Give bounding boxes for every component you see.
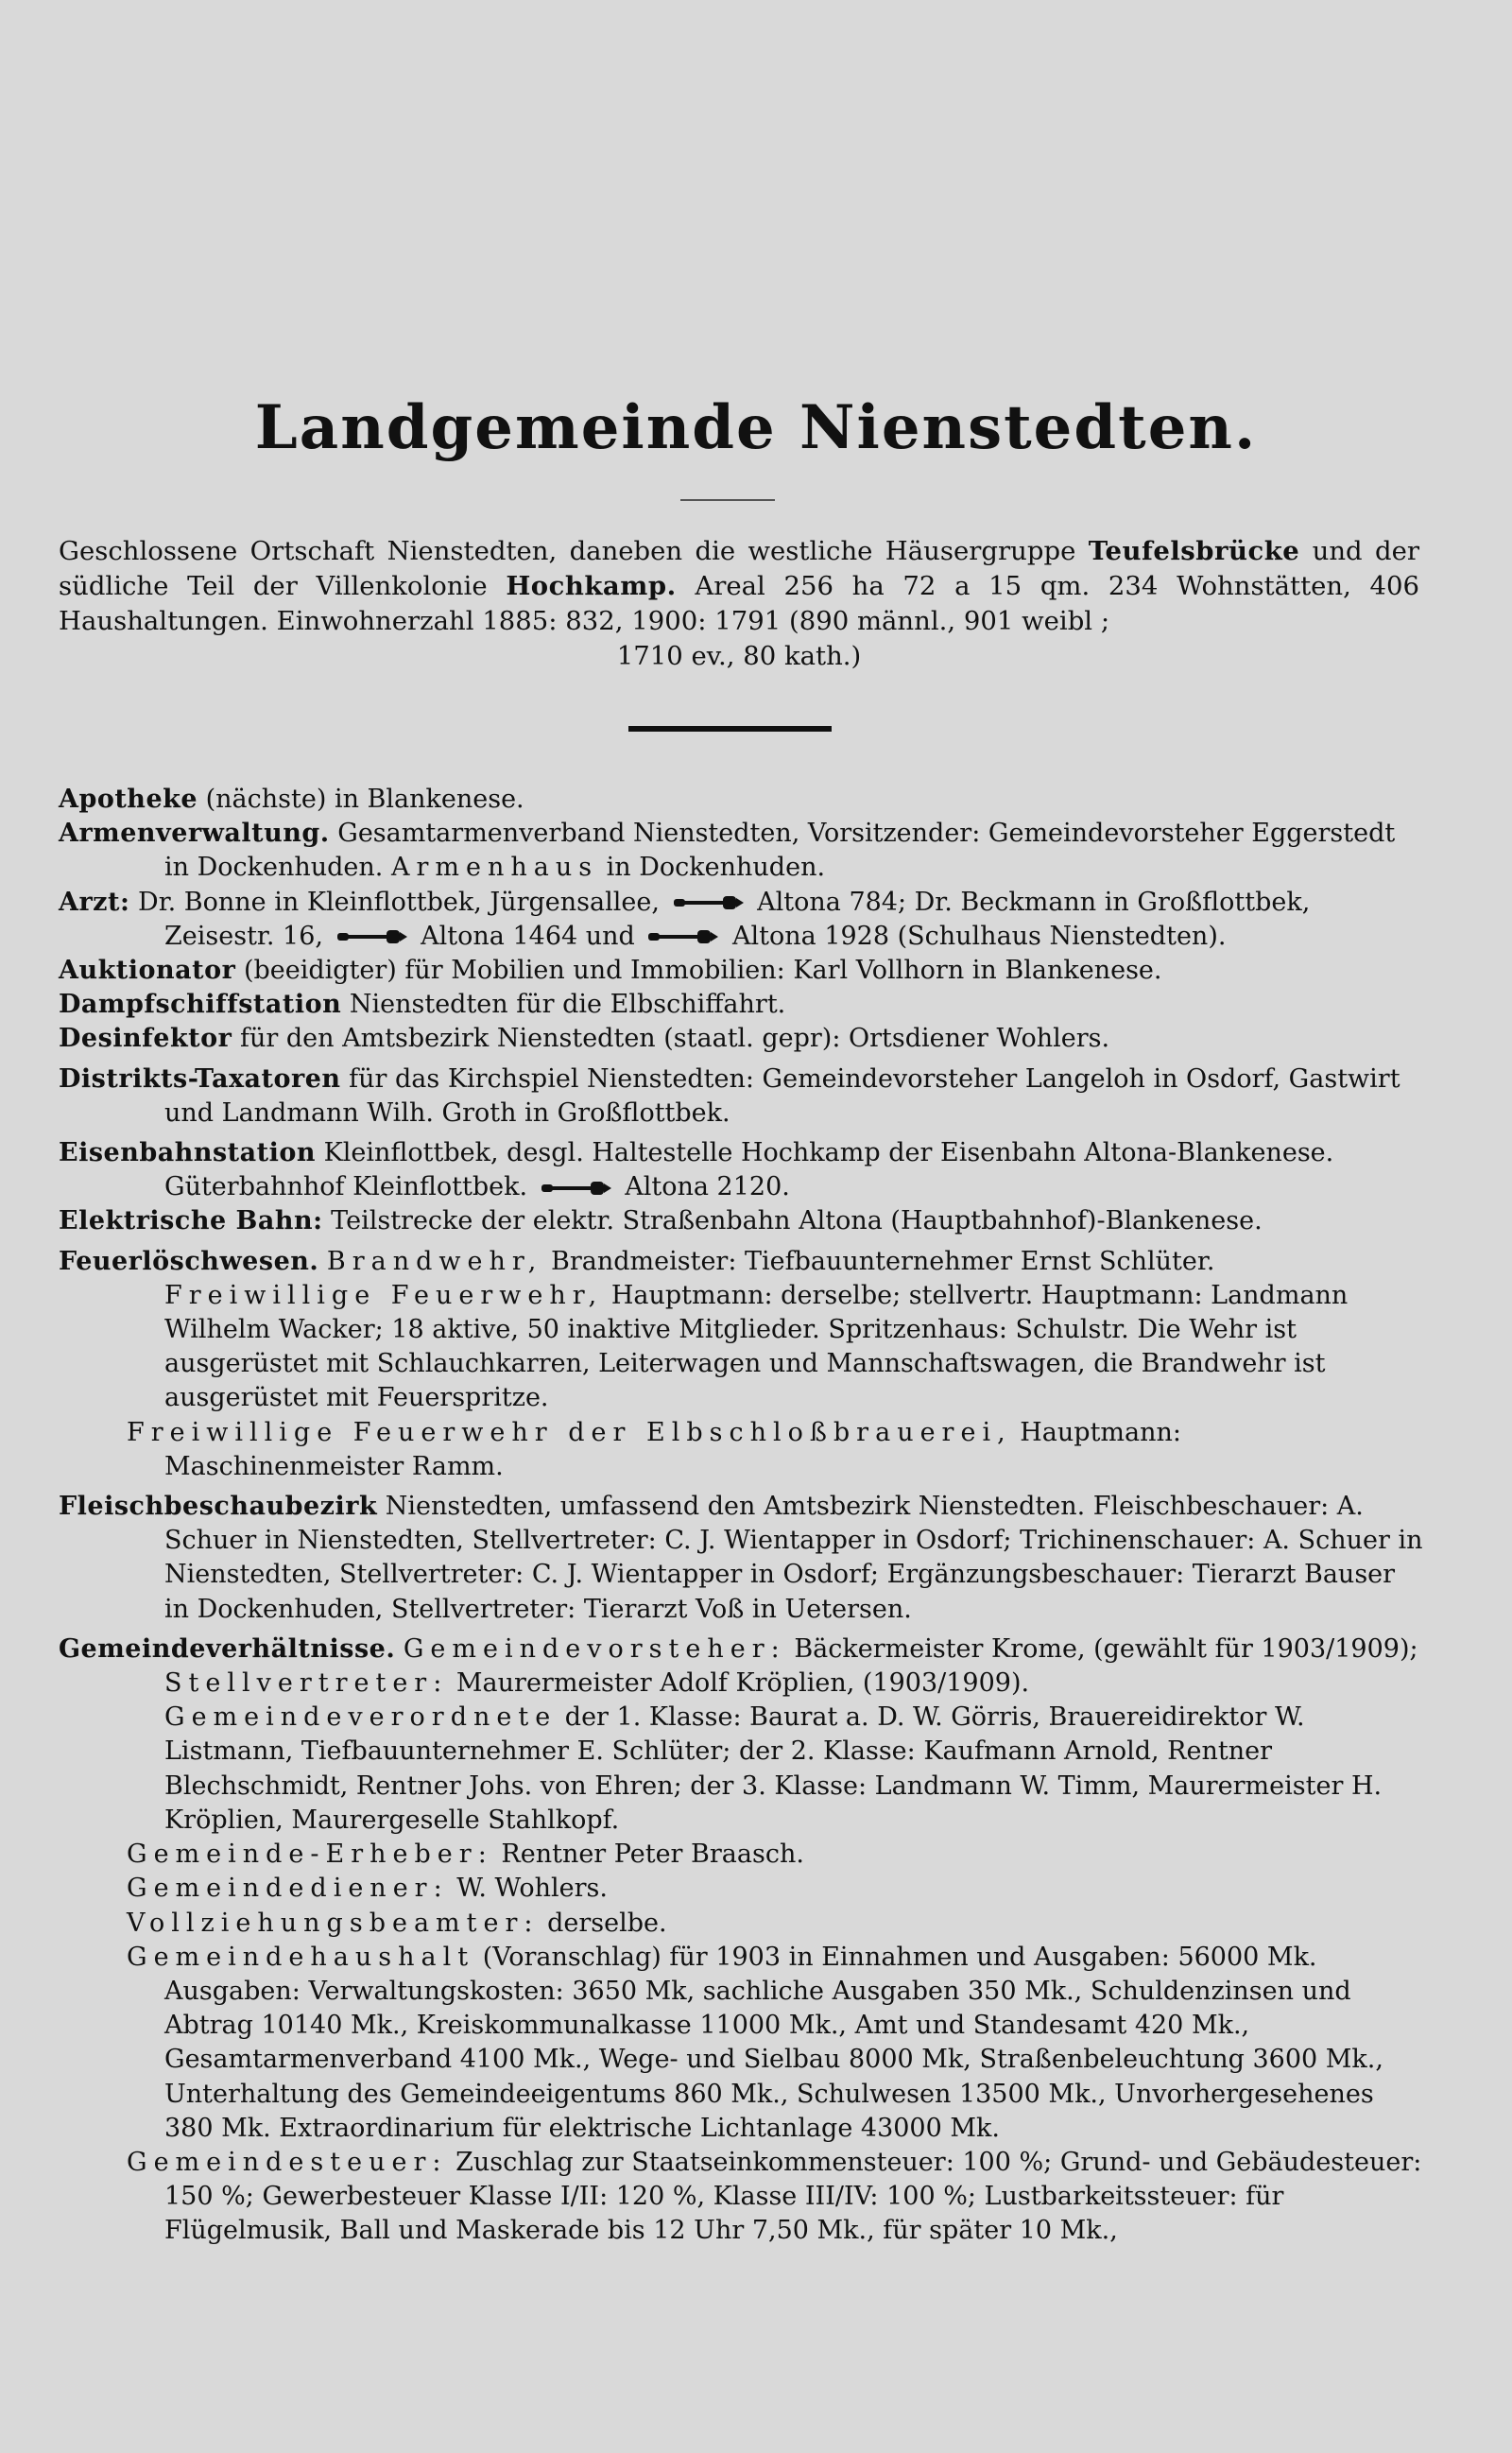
entry-text: Altona 2120. — [625, 1172, 790, 1202]
intro-text-3: Areal 256 ha 72 a 15 qm. 234 Wohnstätten, 406 Haushaltungen. Einwohnerzahl 1885: 832, 1900: 1791 (890 männl., 901 weibl ; — [59, 571, 1420, 636]
entry-gemeinde-erheber — [59, 1838, 1427, 1872]
intro-text-1: Geschlossene Ortschaft Nienstedten, daneben die westliche Häusergruppe — [59, 536, 1076, 566]
entry-text: (beeidigter) für Mobilien und Immobilien: Karl Vollhorn in Blankenese. — [243, 956, 1162, 986]
entry-auktionator — [59, 954, 1427, 988]
entry-text: Rentner Peter Braasch. — [501, 1840, 804, 1870]
entry-text: Dr. Bonne in Kleinflottbek, Jürgensallee, — [138, 887, 660, 917]
page-title: Landgemeinde Nienstedten. — [254, 392, 1258, 463]
entry-text: Kleinflottbek, desgl. Haltestelle Hochkamp der Eisenbahn Altona-Blankenese. Güterbahnhof Kleinflottbek. — [164, 1138, 1334, 1202]
entry-gemeindehaushalt — [59, 1941, 1427, 2146]
entry-spaced-text: Freiwillige Feuerwehr der Elbschloßbrauerei, — [127, 1417, 1012, 1447]
entry-spaced-text: Gemeindehaushalt — [127, 1942, 475, 1972]
telephone-icon — [674, 894, 744, 911]
entry-dampfschiffstation — [59, 988, 1427, 1022]
entry-text: Nienstedten, umfassend den Amtsbezirk Nienstedten. Fleischbeschauer: A. Schuer in Nienstedten, Stellvertreter: C. J. Wientapper in Osdorf; Trichinenschauer: A. Schuer in Nienstedten, Stellvertreter: C. J. Wientapper in Osdorf; Ergänzungsbeschauer: Tierarzt Bauser in Dockenhuden, Stellvertreter: Tierarzt Voß in Uetersen. — [164, 1492, 1423, 1624]
intro-text-2: und der südliche Teil der Villenkolonie — [59, 536, 1419, 601]
entry-heading: Armenverwaltung. — [59, 819, 330, 849]
entry-heading: Arzt: — [59, 887, 130, 917]
entry-eisenbahnstation — [59, 1136, 1427, 1204]
telephone-icon — [648, 928, 718, 945]
entry-heading: Auktionator — [59, 956, 236, 986]
entry-text: Brandmeister: Tiefbauunternehmer Ernst Schlüter. — [551, 1246, 1215, 1276]
entry-list — [59, 783, 1427, 2249]
entry-text: Altona 1928 (Schulhaus Nienstedten). — [732, 921, 1227, 951]
divider-small — [680, 499, 775, 501]
telephone-icon — [337, 928, 407, 945]
entry-text: Altona 1464 und — [421, 921, 635, 951]
entry-heading: Desinfektor — [59, 1024, 232, 1054]
entry-spaced-text: Vollziehungsbeamter: — [127, 1908, 540, 1938]
entry-heading: Eisenbahnstation — [59, 1138, 317, 1168]
entry-text: W. Wohlers. — [456, 1874, 609, 1904]
telephone-icon — [541, 1180, 611, 1197]
entry-spaced-text: Gemeindesteuer: — [127, 2147, 448, 2177]
entry-fleischbeschaubezirk — [59, 1490, 1427, 1627]
entry-text: für das Kirchspiel Nienstedten: Gemeindevorsteher Langeloh in Osdorf, Gastwirt und Landmann Wilh. Groth in Großflottbek. — [164, 1063, 1400, 1128]
entry-text: der 1. Klasse: Baurat a. D. W. Görris, Brauereidirektor W. Listmann, Tiefbauunternehmer E. Schlüter; der 2. Klasse: Kaufmann Arnold, Rentner Blechschmidt, Rentner Johs. von Ehren; der 3. Klasse: Landmann W. Timm, Maurermeister H. Kröplien, Maurergeselle Stahlkopf. — [164, 1702, 1383, 1835]
entry-gemeindesteuer — [59, 2146, 1427, 2249]
entry-spaced-text: Stellvertreter: — [164, 1668, 449, 1699]
entry-heading: Gemeindeverhältnisse. — [59, 1633, 396, 1664]
entry-heading: Elektrische Bahn: — [59, 1206, 323, 1236]
intro-bold-1: Teufelsbrücke — [1088, 536, 1300, 566]
entry-text: Teilstrecke der elektr. Straßenbahn Altona (Hauptbahnhof)-Blankenese. — [331, 1206, 1263, 1236]
entry-spaced-text: Gemeinde-Erheber: — [127, 1840, 493, 1870]
entry-gemeindediener — [59, 1872, 1427, 1906]
intro-paragraph — [59, 534, 1419, 674]
entry-text: (nächste) in Blankenese. — [205, 785, 524, 814]
entry-spaced-text: Brandwehr, — [326, 1246, 543, 1276]
entry-text: Gesamtarmenverband Nienstedten, Vorsitzender: Gemeindevorsteher Eggerstedt in Dockenhuden. — [164, 819, 1396, 883]
entry-text: Hauptmann: Maschinenmeister Ramm. — [164, 1417, 1182, 1481]
entry-spaced-text: Gemeindeverordnete — [164, 1702, 558, 1733]
entry-feuerwehr-elbschloss — [59, 1416, 1427, 1484]
entry-gemeindeverhaeltnisse — [59, 1632, 1427, 1838]
entry-spaced-text: Armenhaus — [390, 853, 599, 883]
entry-text: Altona 784; Dr. Beckmann in Großflottbek, Zeisestr. 16, — [164, 887, 1311, 951]
entry-text: derselbe. — [547, 1908, 667, 1938]
entry-feuerloeschwesen — [59, 1245, 1427, 1416]
entry-spaced-text: Freiwillige Feuerwehr, — [164, 1280, 604, 1310]
entry-heading: Distrikts-Taxatoren — [59, 1063, 341, 1094]
entry-spaced-text: Gemeindevorsteher: — [403, 1633, 786, 1664]
entry-heading: Apotheke — [59, 785, 198, 814]
entry-heading: Dampfschiffstation — [59, 990, 342, 1020]
entry-text: Nienstedten für die Elbschiffahrt. — [349, 990, 786, 1020]
entry-heading: Fleischbeschaubezirk — [59, 1492, 378, 1522]
divider-thick — [628, 726, 832, 732]
entry-text: Bäckermeister Krome, (gewählt für 1903/1909); — [794, 1633, 1418, 1664]
intro-bold-2: Hochkamp. — [506, 571, 677, 601]
entry-text: Zuschlag zur Staatseinkommensteuer: 100 %; Grund- und Gebäudesteuer: 150 %; Gewerbesteuer Klasse I/II: 120 %, Klasse III/IV: 100 %; Lustbarkeitssteuer: für Flügelmusik, Ball und Maskerade bis 12 Uhr 7,50 Mk., für später 10 Mk., — [164, 2147, 1422, 2246]
entry-spaced-text: Gemeindediener: — [127, 1874, 449, 1904]
entry-arzt — [59, 886, 1427, 954]
entry-armenverwaltung — [59, 817, 1427, 885]
entry-heading: Feuerlöschwesen. — [59, 1246, 319, 1276]
entry-text: für den Amtsbezirk Nienstedten (staatl. gepr): Ortsdiener Wohlers. — [239, 1024, 1110, 1054]
entry-desinfektor — [59, 1022, 1427, 1056]
entry-text: Maurermeister Adolf Kröplien, (1903/1909). — [455, 1668, 1030, 1699]
entry-apotheke — [59, 783, 1427, 817]
entry-vollziehungsbeamter — [59, 1907, 1427, 1941]
entry-text: Hauptmann: derselbe; stellvertr. Hauptmann: Landmann Wilhelm Wacker; 18 aktive, 50 inaktive Mitglieder. Spritzenhaus: Schulstr. Die Wehr ist ausgerüstet mit Schlauchkarren, Leiterwagen und Mannschaftswagen, die Brandwehr ist ausgerüstet mit Feuerspritze. — [164, 1280, 1349, 1413]
intro-text-4: 1710 ev., 80 kath.) — [616, 641, 862, 671]
entry-text: (Voranschlag) für 1903 in Einnahmen und Ausgaben: 56000 Mk. Ausgaben: Verwaltungskosten: 3650 Mk, sachliche Ausgaben 350 Mk., Schuldenzinsen und Abtrag 10140 Mk., Kreiskommunalkasse 11000 Mk., Amt und Standesamt 420 Mk., Gesamtarmenverband 4100 Mk., Wege- und Sielbau 8000 Mk, Straßenbeleuchtung 3600 Mk., Unterhaltung des Gemeindeeigentums 860 Mk., Schulwesen 13500 Mk., Unvorhergesehenes 380 Mk. Extraordinarium für elektrische Lichtanlage 43000 Mk. — [164, 1942, 1383, 2143]
entry-distrikts-taxatoren — [59, 1062, 1427, 1131]
entry-text: in Dockenhuden. — [606, 853, 826, 883]
entry-elektrische-bahn — [59, 1204, 1427, 1238]
